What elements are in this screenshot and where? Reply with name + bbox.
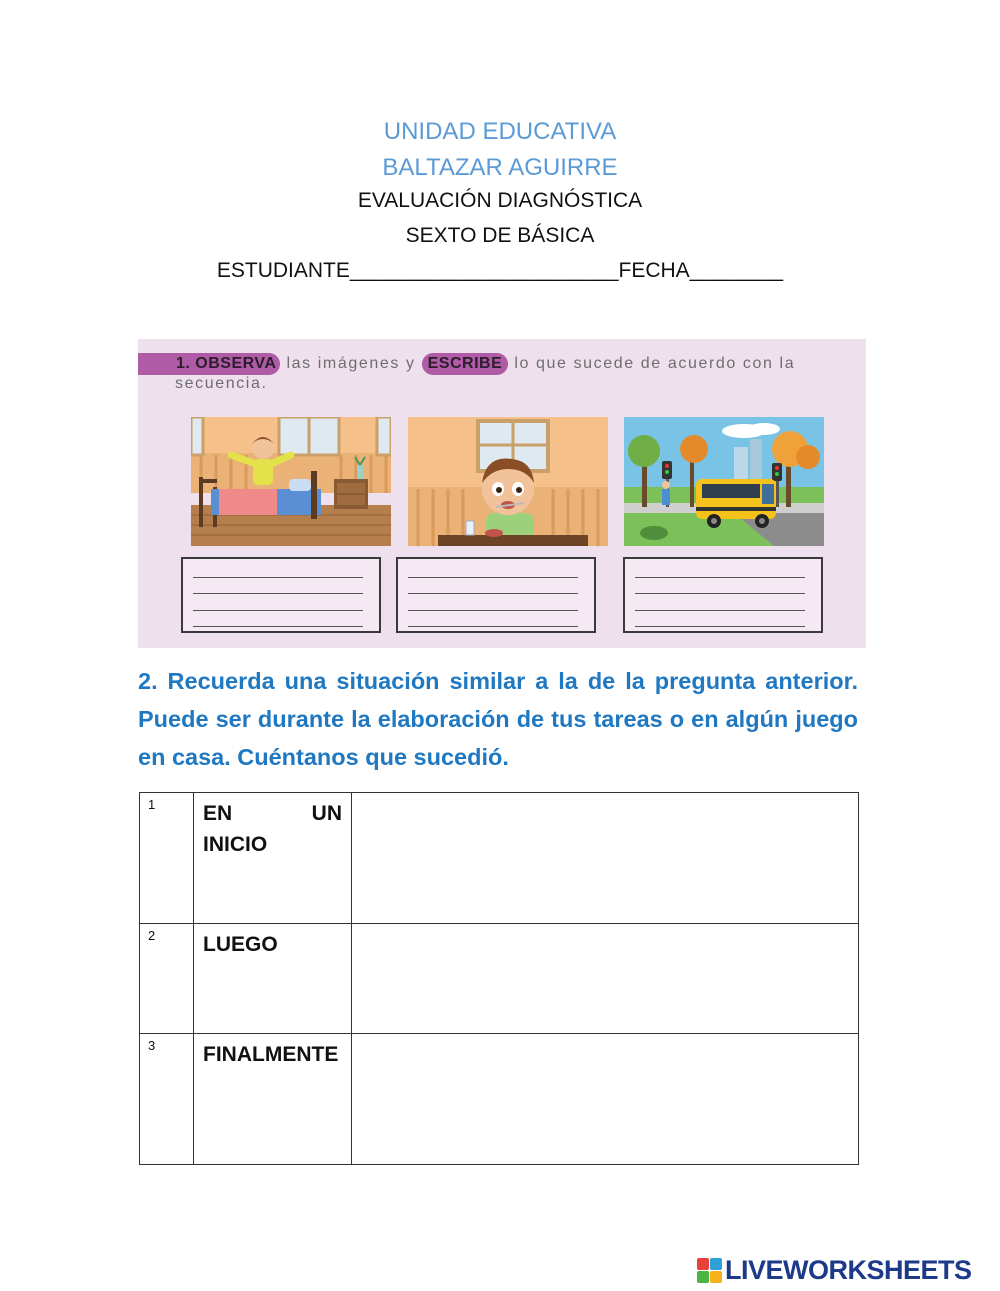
school-bus-picture	[624, 417, 824, 546]
writing-line	[408, 610, 578, 611]
instruction-text-2: lo que sucede de acuerdo con la	[508, 355, 796, 372]
row-label-luego: LUEGO	[194, 924, 352, 1034]
instruction-text-1: las imágenes y	[280, 355, 422, 372]
writing-line	[408, 626, 578, 627]
row-label-finalmente: FINALMENTE	[194, 1034, 352, 1165]
writing-line	[408, 577, 578, 578]
question-2-text: 2. Recuerda una situación similar a la de la pregunta anterior. Puede ser durante la elaboración de tus tareas o en algún juego en casa. Cuéntanos que sucedió.	[138, 668, 858, 770]
writing-line	[193, 610, 363, 611]
logo-square	[697, 1271, 709, 1283]
boy-waking-up-picture	[191, 417, 391, 546]
boy-eating-breakfast-picture	[408, 417, 608, 546]
writing-line	[193, 626, 363, 627]
answer-cell-2[interactable]	[352, 924, 859, 1034]
answer-box-3[interactable]	[623, 557, 823, 633]
evaluation-title: EVALUACIÓN DIAGNÓSTICA	[357, 189, 643, 212]
row-number: 3	[140, 1034, 194, 1165]
liveworksheets-logo	[697, 1256, 972, 1284]
writing-line	[635, 577, 805, 578]
table-row	[140, 924, 859, 1034]
activity1-panel	[138, 339, 866, 648]
row-label-en-un-inicio	[194, 793, 352, 924]
label-word: UN	[311, 802, 342, 825]
school-name-line2: BALTAZAR AGUIRRE	[382, 154, 618, 181]
logo-square	[697, 1258, 709, 1270]
writing-line	[635, 610, 805, 611]
student-date-line: ESTUDIANTE_______________________FECHA________	[216, 259, 784, 282]
answer-cell-1[interactable]	[352, 793, 859, 924]
label-word: INICIO	[203, 833, 268, 856]
writing-line	[193, 577, 363, 578]
writing-line	[193, 593, 363, 594]
instruction-text-3: secuencia.	[175, 375, 268, 392]
observa-tag: 1. OBSERVA	[138, 353, 280, 375]
answer-box-1[interactable]	[181, 557, 381, 633]
escribe-tag: ESCRIBE	[422, 353, 509, 375]
writing-line	[408, 593, 578, 594]
logo-text: LIVEWORKSHEETS	[725, 1254, 972, 1285]
answer-box-2[interactable]	[396, 557, 596, 633]
row-number: 1	[140, 793, 194, 924]
row-number: 2	[140, 924, 194, 1034]
school-name-line1: UNIDAD EDUCATIVA	[383, 118, 617, 145]
answer-cell-3[interactable]	[352, 1034, 859, 1165]
logo-square	[710, 1258, 722, 1270]
sequence-table	[139, 792, 859, 1165]
label-word: EN	[203, 802, 233, 825]
grade-title: SEXTO DE BÁSICA	[405, 224, 595, 247]
writing-line	[635, 593, 805, 594]
logo-squares-icon	[697, 1258, 722, 1283]
writing-line	[635, 626, 805, 627]
logo-square	[710, 1271, 722, 1283]
table-row	[140, 793, 859, 924]
table-row	[140, 1034, 859, 1165]
